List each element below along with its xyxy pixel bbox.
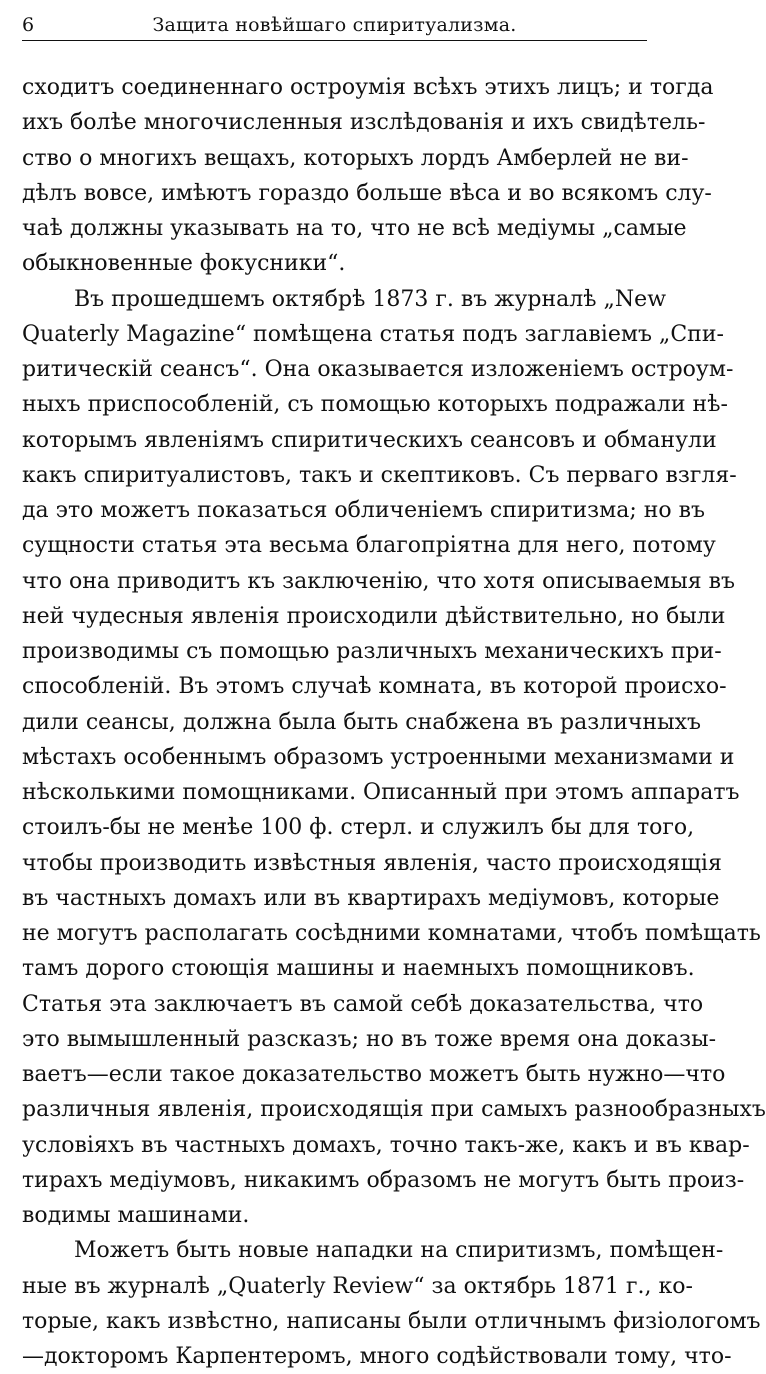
- text-line: ритическій сеансъ“. Она оказывается изложеніемъ остроум-: [22, 357, 734, 382]
- text-line: производимы съ помощью различныхъ механическихъ при-: [22, 639, 722, 664]
- text-line: ство о многихъ вещахъ, которыхъ лордъ Амберлей не ви-: [22, 145, 689, 171]
- text-line: стоилъ-бы не менѣе 100 ф. стерл. и служилъ бы для того,: [22, 815, 695, 841]
- text-line: которымъ явленіямъ спиритическихъ сеансовъ и обманули: [22, 427, 717, 453]
- text-line: способленій. Въ этомъ случаѣ комната, въ которой происхо-: [22, 674, 727, 700]
- text-line: тирахъ медіумовъ, никакимъ образомъ не могутъ быть произ-: [22, 1167, 745, 1193]
- text-line: торые, какъ извѣстно, написаны были отличнымъ физіологомъ: [22, 1308, 761, 1334]
- text-line: —докторомъ Карпентеромъ, много содѣйствовали тому, что-: [22, 1344, 732, 1369]
- text-line: что она приводитъ къ заключенію, что хотя описываемыя въ: [22, 568, 735, 594]
- text-line: это вымышленный разсказъ; но въ тоже время она доказы-: [22, 1026, 717, 1052]
- text-line: ные въ журналѣ „Quaterly Review“ за октябрь 1871 г., ко-: [22, 1273, 693, 1299]
- text-line: ваетъ—если такое доказательство можетъ быть нужно—что: [22, 1062, 726, 1087]
- text-line: да это можетъ показаться обличеніемъ спиритизма; но въ: [22, 498, 706, 523]
- text-line: Статья эта заключаетъ въ самой себѣ доказательства, что: [22, 991, 704, 1017]
- text-line: какъ спиритуалистовъ, такъ и скептиковъ. Съ перваго взгля-: [22, 462, 737, 488]
- text-line: Quaterly Magazine“ помѣщена статья подъ заглавіемъ „Спи-: [22, 321, 724, 347]
- text-line: мѣстахъ особеннымъ образомъ устроенными механизмами и: [22, 744, 735, 770]
- text-line: ныхъ приспособленій, съ помощью которыхъ подражали нѣ-: [22, 392, 728, 418]
- text-line: тамъ дорого стоющія машины и наемныхъ помощниковъ.: [22, 956, 695, 982]
- text-line: нѣсколькими помощниками. Описанный при этомъ аппаратъ: [22, 780, 740, 805]
- text-line: дили сеансы, должна была быть снабжена въ различныхъ: [22, 709, 702, 735]
- body-text: [22, 70, 766, 1374]
- text-line: чтобы производить извѣстныя явленія, часто происходящія: [22, 850, 722, 876]
- running-header: [22, 10, 647, 40]
- text-line: обыкновенные фокусники“.: [22, 251, 346, 277]
- text-line: условіяхъ въ частныхъ домахъ, точно такъ-же, какъ и въ квар-: [22, 1132, 750, 1158]
- header-rule: [22, 40, 647, 41]
- text-line: въ частныхъ домахъ или въ квартирахъ медіумовъ, которые: [22, 885, 720, 911]
- paragraph-first-line: Можетъ быть новые нападки на спиритизмъ, помѣщен-: [74, 1238, 724, 1264]
- text-line: сходитъ соединеннаго остроумія всѣхъ этихъ лицъ; и тогда: [22, 75, 714, 100]
- text-line: сущности статья эта весьма благопріятна для него, потому: [22, 533, 716, 559]
- running-title: Защита новѣйшаго спиритуализма.: [152, 14, 517, 36]
- text-line: чаѣ должны указывать на то, что не всѣ медіумы „самые: [22, 216, 687, 241]
- text-line: не могутъ располагать сосѣдними комнатами, чтобъ помѣщать: [22, 921, 761, 946]
- page-number: 6: [22, 14, 35, 36]
- text-line: различныя явленія, происходящія при самыхъ разнообразныхъ: [22, 1097, 766, 1123]
- text-line: водимы машинами.: [22, 1203, 250, 1228]
- text-line: ней чудесныя явленія происходили дѣйствительно, но были: [22, 603, 726, 629]
- text-line: ихъ болѣе многочисленныя изслѣдованія и ихъ свидѣтель-: [22, 110, 706, 136]
- text-line: дѣлъ вовсе, имѣютъ гораздо больше вѣса и во всякомъ слу-: [22, 180, 712, 206]
- paragraph-first-line: Въ прошедшемъ октябрѣ 1873 г. въ журналѣ „New: [74, 286, 667, 312]
